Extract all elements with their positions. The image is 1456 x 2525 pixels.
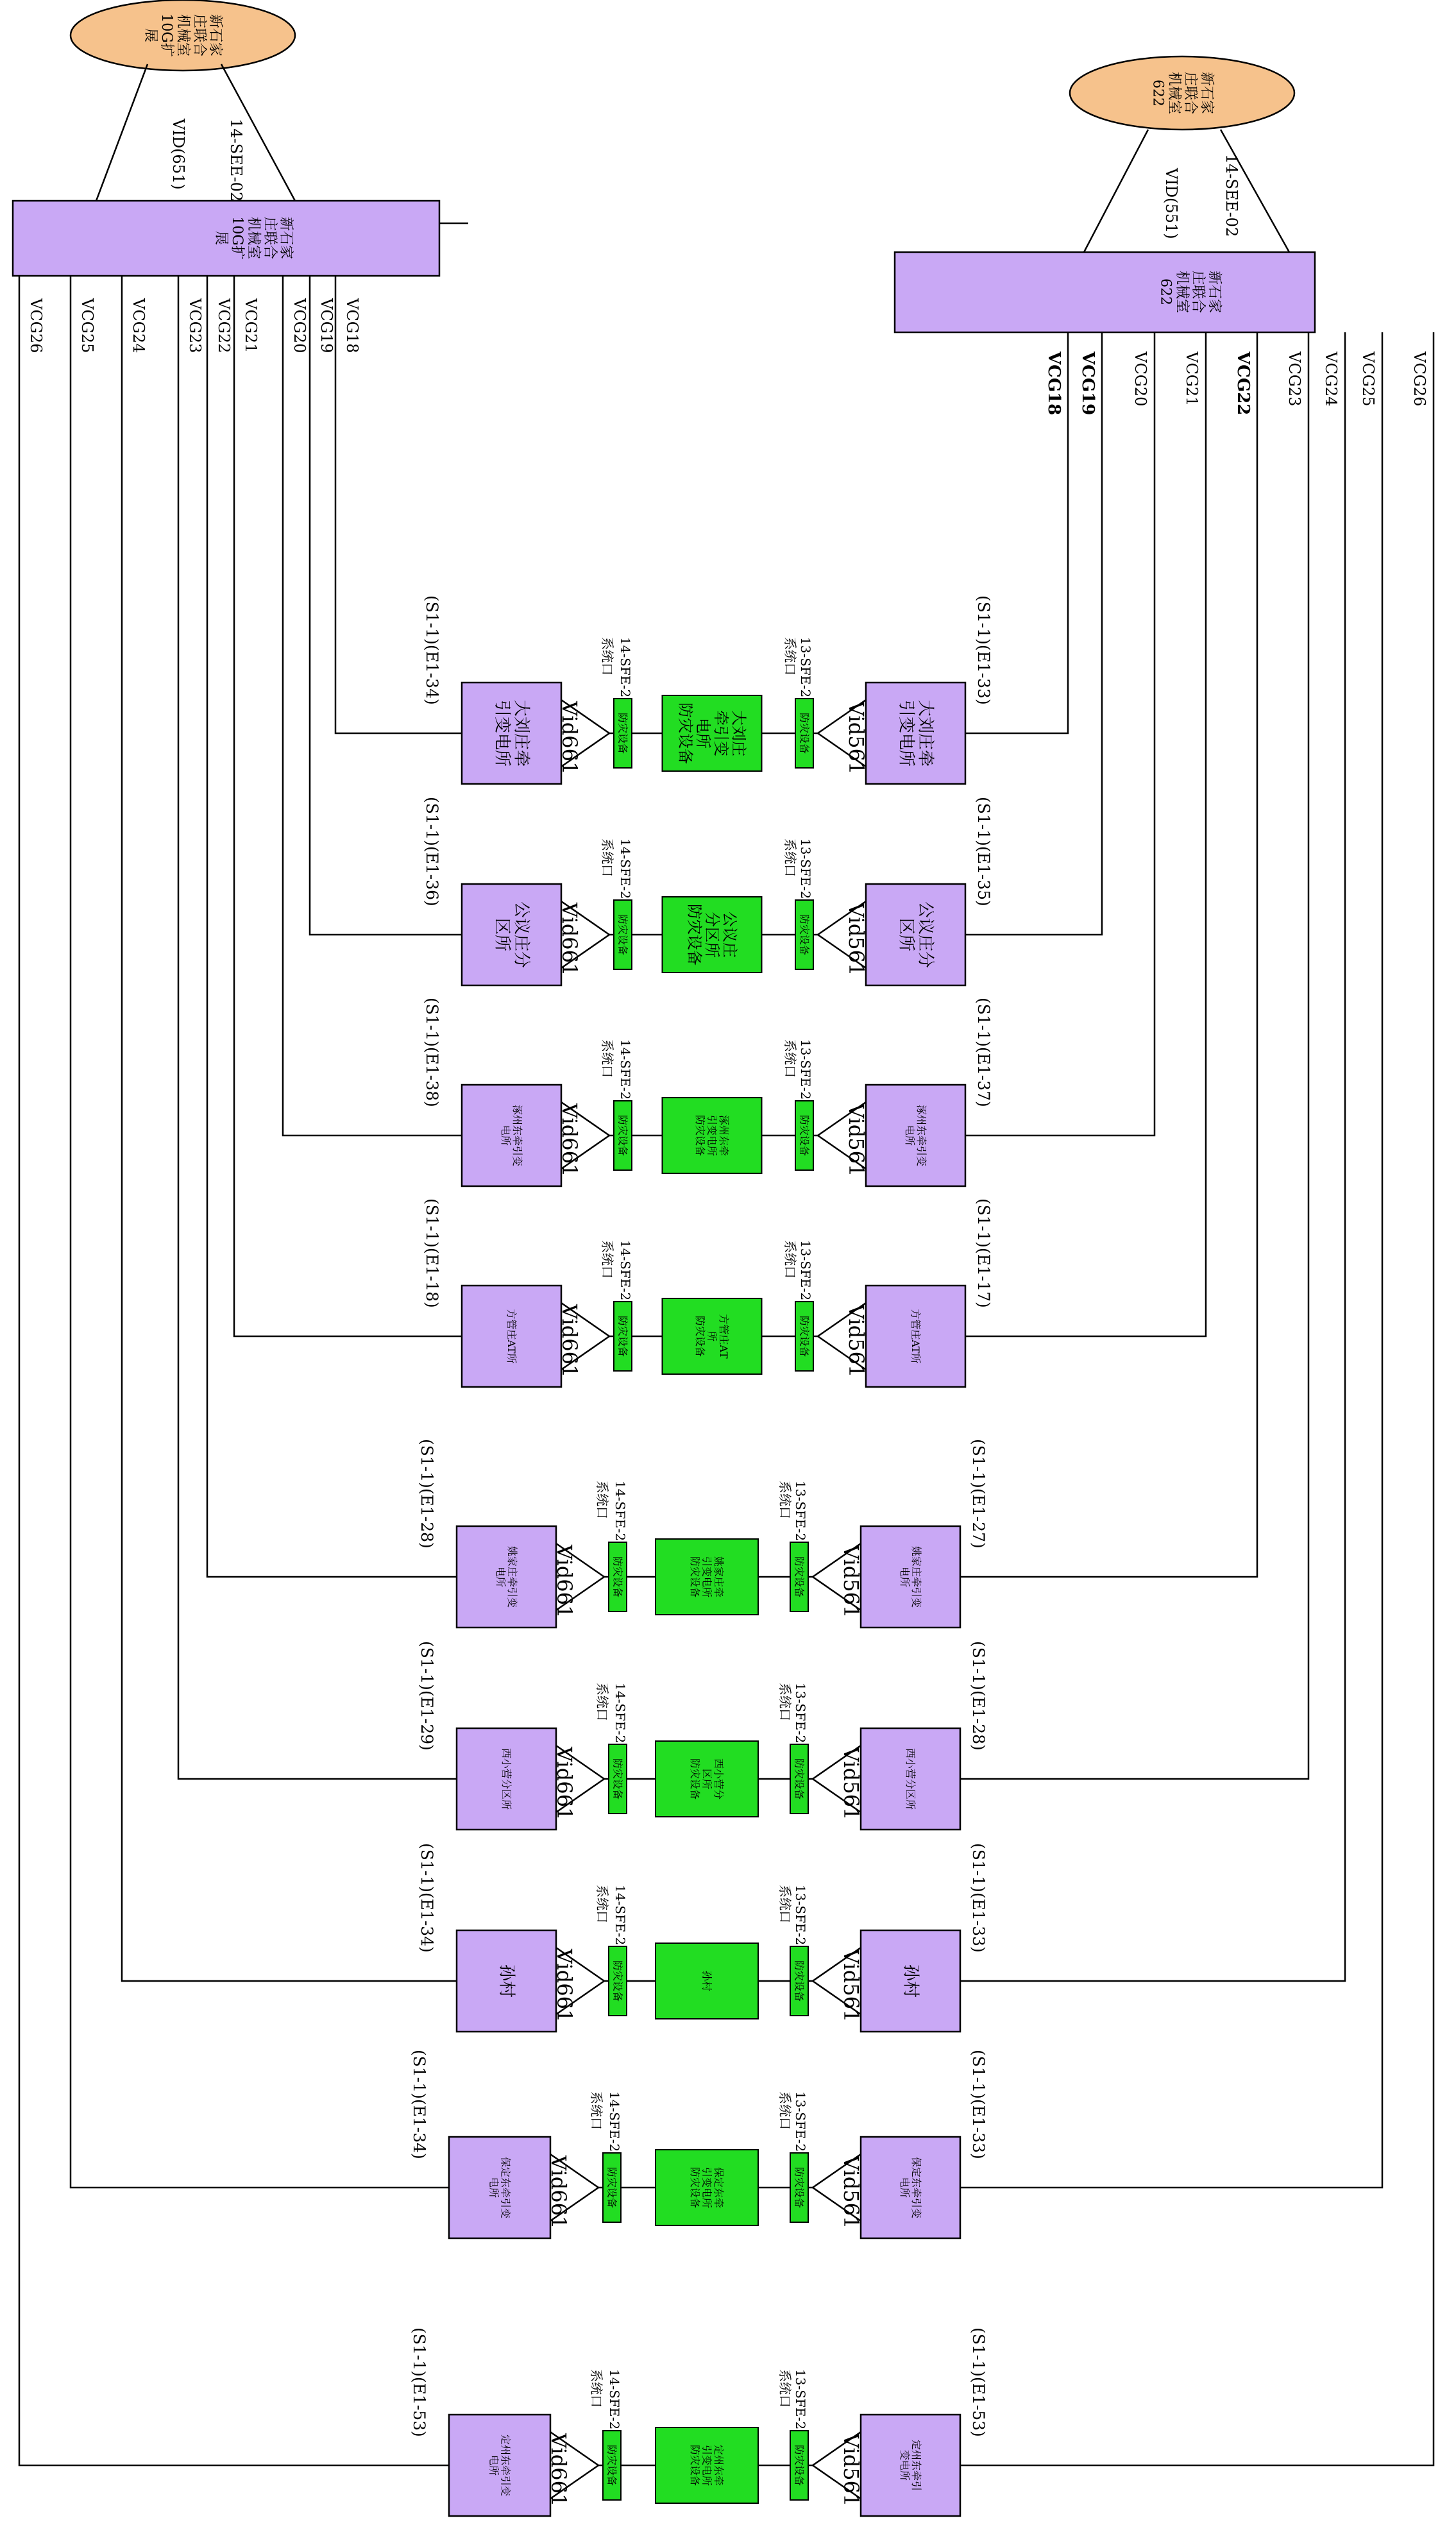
right-station-name-line: 保定东牵引变	[910, 2156, 923, 2219]
left-station-name-line: 方管庄AT所	[505, 1309, 518, 1364]
left-device-label	[606, 2167, 618, 2208]
right-station-name-line: 引变电所	[896, 699, 916, 767]
right-oval-label-line: 机械室	[1165, 71, 1182, 115]
left-vid-label: Vid661	[557, 903, 582, 976]
left-station-name-line: 电所	[499, 1125, 512, 1146]
right-station-name-line: 大刘庄牵	[915, 699, 935, 767]
left-port-label: (S1-1)(E1-34)	[410, 2050, 428, 2159]
right-device-label	[799, 1316, 811, 1357]
right-vid-label: Vid561	[839, 2433, 863, 2507]
right-oval-label-line: 庄联合	[1182, 71, 1199, 115]
left-link-b-label: 14-SEE-02	[227, 119, 245, 202]
center-device-label-line: 防灾设备	[689, 2444, 702, 2487]
left-vcg-label: VCG19	[317, 298, 335, 353]
right-vcg-trunk	[965, 332, 1206, 1336]
center-device-label-line: 定州东牵	[712, 2444, 725, 2487]
left-sys-port-label: 系统口	[600, 1039, 615, 1078]
right-station-name-line: 定州东牵引	[910, 2439, 923, 2492]
right-vcg-label: VCG22	[1233, 352, 1253, 416]
left-station-name-line: 电所	[487, 2177, 500, 2198]
right-oval-label-line: 622	[1149, 80, 1166, 106]
left-station-name-line: 西小营分区所	[500, 1747, 512, 1810]
left-station-name-line: 引变电所	[492, 699, 512, 767]
right-station-name-line: 姚家庄牵引变	[910, 1545, 923, 1608]
right-oval-label-line: 新石家	[1198, 71, 1215, 115]
center-device-label-line: 引变电所	[706, 1114, 718, 1157]
right-device-label	[799, 914, 811, 955]
center-device-label-line: 区所	[700, 1768, 713, 1790]
left-vcg-label: VCG21	[242, 298, 260, 353]
right-device-label	[799, 1115, 811, 1156]
right-sys-port-label: 系统口	[783, 1039, 798, 1078]
right-sys-port-label: 系统口	[783, 1240, 798, 1279]
right-sys-port-label: 系统口	[777, 2369, 793, 2408]
left-vcg-trunk	[122, 276, 457, 1981]
right-sfe-label: 13-SFE-2	[793, 1481, 808, 1542]
left-vid-label: Vid661	[557, 1103, 582, 1177]
right-vcg-label: VCG26	[1410, 352, 1428, 407]
right-port-label: (S1-1)(E1-33)	[969, 1843, 988, 1953]
left-device-label	[617, 1115, 629, 1156]
right-device-label	[793, 2445, 806, 2486]
right-sys-port-label: 系统口	[783, 637, 798, 676]
center-device-label	[689, 2167, 725, 2208]
center-device-label-line: 防灾设备	[676, 702, 695, 764]
center-device-label-line: 防灾设备	[694, 1114, 707, 1157]
right-station-name-line: 西小营分区所	[904, 1747, 917, 1810]
right-vcg-trunk	[960, 332, 1257, 1577]
right-device-label-line: 防灾设备	[798, 712, 811, 754]
center-device-label-line: 分区所	[703, 912, 721, 958]
right-sfe-label: 13-SFE-2	[793, 2369, 808, 2430]
center-device-label-line: 大刘庄	[729, 710, 748, 756]
right-device-label	[793, 1960, 806, 2002]
center-device-label	[694, 1115, 730, 1156]
left-sfe-label: 14-SFE-2	[618, 637, 633, 698]
center-device-label-line: 所	[706, 1331, 718, 1342]
left-device-label-line: 防灾设备	[616, 1114, 629, 1157]
right-station-name-line: 电所	[898, 1566, 911, 1588]
left-station-name-line: 保定东牵引变	[499, 2156, 512, 2219]
right-station-name	[910, 1309, 922, 1363]
left-device-label-line: 防灾设备	[605, 2444, 618, 2487]
right-sfe-label: 13-SFE-2	[793, 2091, 808, 2152]
left-device-label-line: 防灾设备	[605, 2166, 618, 2209]
left-device-label-line: 防灾设备	[611, 1960, 624, 2002]
right-device-label-line: 防灾设备	[793, 1758, 806, 1800]
left-station-name-line: 定州东牵引变	[499, 2434, 512, 2497]
right-device-label-line: 防灾设备	[793, 2166, 806, 2209]
right-device-label-line: 防灾设备	[793, 1556, 806, 1598]
left-vcg-trunk	[207, 276, 457, 1577]
left-station-name	[500, 1748, 512, 1810]
right-port-label: (S1-1)(E1-28)	[969, 1641, 988, 1751]
right-vcg-label: VCG21	[1183, 352, 1201, 407]
left-device-label-line: 防灾设备	[611, 1556, 624, 1598]
right-station-name-line: 孙村	[901, 1964, 920, 1998]
left-sfe-label: 14-SFE-2	[618, 1240, 633, 1301]
left-device-label	[617, 1316, 629, 1357]
left-sfe-label: 14-SFE-2	[613, 1481, 628, 1542]
center-device-label-line: 保定东牵	[712, 2166, 725, 2209]
right-sys-port-label: 系统口	[783, 838, 798, 877]
right-port-label: (S1-1)(E1-37)	[974, 998, 993, 1107]
left-device-label-line: 防灾设备	[616, 914, 629, 956]
left-oval-label-line: 机械室	[174, 13, 191, 57]
right-port-label: (S1-1)(E1-27)	[969, 1439, 988, 1549]
center-device-label-line: 西小营分	[712, 1758, 725, 1800]
right-vcg-trunk	[960, 332, 1382, 2188]
left-vcg-label: VCG20	[291, 298, 309, 353]
left-vcg-label: VCG22	[215, 298, 233, 353]
left-sfe-label: 14-SFE-2	[618, 1039, 633, 1100]
right-port-label: (S1-1)(E1-35)	[974, 797, 993, 906]
right-port-label: (S1-1)(E1-33)	[969, 2050, 988, 2159]
center-device-label-line: 牵引变	[711, 710, 730, 756]
left-oval-label-line: 10G扩	[158, 13, 175, 57]
left-oval-label-line: 展	[142, 28, 158, 43]
left-link-a	[96, 64, 148, 201]
left-sys-port-label: 系统口	[600, 1240, 615, 1279]
right-device-label-line: 防灾设备	[793, 1960, 806, 2002]
right-device-label	[793, 1556, 806, 1597]
left-port-label: (S1-1)(E1-53)	[410, 2327, 428, 2437]
center-device-label	[701, 1971, 713, 1991]
right-vcg-label: VCG24	[1322, 352, 1340, 407]
left-station-name	[505, 1309, 518, 1363]
right-sys-port-label: 系统口	[777, 1683, 793, 1721]
right-vcg-label: VCG19	[1078, 352, 1097, 416]
right-station-name-line: 方管庄AT所	[910, 1309, 922, 1364]
left-port-label: (S1-1)(E1-34)	[418, 1843, 436, 1953]
left-box-label-line: 庄联合	[261, 216, 278, 260]
left-device-label	[612, 1556, 624, 1597]
left-vcg-label: VCG23	[186, 298, 204, 353]
right-main-box	[895, 252, 1315, 332]
left-box-label-line: 展	[212, 230, 229, 246]
left-port-label: (S1-1)(E1-36)	[423, 797, 441, 906]
right-sys-port-label: 系统口	[777, 1885, 793, 1923]
right-station-name-line: 电所	[903, 1125, 916, 1146]
right-sfe-label: 13-SFE-2	[798, 838, 813, 899]
right-station-name	[901, 1964, 920, 1998]
right-device-label-line: 防灾设备	[798, 1315, 811, 1357]
left-station-name-line: 区所	[492, 917, 512, 952]
right-link-b-label: 14-SEE-02	[1223, 154, 1240, 237]
left-sys-port-label: 系统口	[595, 1683, 610, 1721]
left-station-name	[497, 1964, 516, 1998]
left-port-label: (S1-1)(E1-18)	[423, 1198, 441, 1308]
left-box-label-line: 10G扩	[229, 216, 246, 260]
center-device-label-line: 电所	[694, 718, 713, 749]
right-vcg-label: VCG23	[1285, 352, 1303, 407]
left-device-label-line: 防灾设备	[616, 712, 629, 754]
center-device-label-line: 引变电所	[700, 1556, 713, 1598]
right-link-a	[1084, 130, 1148, 252]
left-station-name-line: 涿州东牵引变	[511, 1104, 524, 1167]
center-device-label-line: 孙村	[700, 1970, 713, 1992]
right-station-name-line: 变电所	[898, 2449, 911, 2481]
center-device-label-line: 姚家庄牵	[712, 1556, 725, 1598]
left-sfe-label: 14-SFE-2	[618, 838, 633, 899]
center-device-label-line: 引变电所	[700, 2166, 713, 2209]
center-device-label	[689, 2445, 725, 2486]
right-station-name-line: 涿州东牵引变	[915, 1104, 928, 1167]
left-station-name-line: 电所	[494, 1566, 507, 1588]
right-sys-port-label: 系统口	[777, 2091, 793, 2130]
center-device-label-line: 引变电所	[700, 2444, 713, 2487]
left-sys-port-label: 系统口	[589, 2091, 604, 2130]
right-sfe-label: 13-SFE-2	[798, 1240, 813, 1301]
center-device-label-line: 公议庄	[720, 912, 739, 958]
right-station-name-line: 电所	[898, 2177, 911, 2198]
left-vid-label: Vid661	[546, 2155, 571, 2229]
left-device-label	[617, 914, 629, 955]
left-station-name-line: 姚家庄牵引变	[506, 1545, 519, 1608]
left-device-label	[612, 1758, 624, 1799]
left-sfe-label: 14-SFE-2	[607, 2369, 622, 2430]
center-device-label-line: 涿州东牵	[717, 1114, 730, 1157]
left-sfe-label: 14-SFE-2	[607, 2091, 622, 2152]
left-vcg-trunk	[178, 276, 457, 1779]
right-sfe-label: 13-SFE-2	[798, 1039, 813, 1100]
left-device-label-line: 防灾设备	[616, 1315, 629, 1357]
left-station-name-line: 公议庄分	[511, 901, 531, 969]
right-vcg-trunk	[960, 332, 1345, 1981]
right-vcg-trunk	[960, 332, 1308, 1779]
left-vid-label: Vid661	[552, 1545, 577, 1619]
right-port-label: (S1-1)(E1-17)	[974, 1198, 993, 1308]
right-sys-port-label: 系统口	[777, 1481, 793, 1519]
right-port-label: (S1-1)(E1-53)	[969, 2327, 988, 2437]
right-station-name-line: 公议庄分	[915, 901, 935, 969]
left-sys-port-label: 系统口	[595, 1481, 610, 1519]
right-vid-label: Vid561	[844, 1304, 868, 1378]
left-station-name-line: 电所	[487, 2454, 500, 2476]
right-link-a-label: VID(551)	[1162, 168, 1180, 239]
center-device-label-line: 方管庄AT	[717, 1314, 730, 1359]
left-port-label: (S1-1)(E1-29)	[418, 1641, 436, 1751]
left-station-name	[493, 700, 531, 767]
left-sys-port-label: 系统口	[595, 1885, 610, 1923]
right-vcg-trunk	[960, 332, 1434, 2465]
left-port-label: (S1-1)(E1-34)	[423, 595, 441, 705]
right-station-name	[897, 700, 935, 767]
left-sfe-label: 14-SFE-2	[613, 1885, 628, 1946]
center-device-label	[677, 702, 748, 764]
right-vcg-label: VCG25	[1359, 352, 1377, 407]
right-device-label	[793, 2167, 806, 2208]
right-vid-label: Vid561	[844, 903, 868, 976]
center-device-label-line: 防灾设备	[689, 1758, 702, 1800]
left-sfe-label: 14-SFE-2	[613, 1683, 628, 1744]
right-station-name-line: 区所	[896, 917, 916, 952]
right-vid-label: Vid561	[844, 701, 868, 775]
left-oval-label-line: 新石家	[207, 13, 224, 57]
left-vcg-trunk	[71, 276, 449, 2188]
right-device-label	[799, 713, 811, 754]
left-vid-label: Vid661	[557, 1304, 582, 1378]
right-vcg-label: VCG18	[1044, 352, 1063, 416]
left-vcg-label: VCG18	[343, 298, 361, 353]
left-device-label	[612, 1960, 624, 2002]
left-link-a-label: VID(651)	[169, 119, 187, 190]
left-box-label-line: 新石家	[278, 216, 294, 260]
left-port-label: (S1-1)(E1-28)	[418, 1439, 436, 1549]
left-vid-label: Vid661	[546, 2433, 571, 2507]
right-sfe-label: 13-SFE-2	[793, 1885, 808, 1946]
left-port-label: (S1-1)(E1-38)	[423, 998, 441, 1107]
left-sys-port-label: 系统口	[600, 637, 615, 676]
center-device-label	[685, 904, 738, 965]
right-device-label-line: 防灾设备	[798, 914, 811, 956]
left-device-label	[606, 2445, 618, 2486]
left-device-label-line: 防灾设备	[611, 1758, 624, 1800]
right-vcg-label: VCG20	[1131, 352, 1149, 407]
right-vid-label: Vid561	[839, 2155, 863, 2229]
right-vid-label: Vid561	[839, 1949, 863, 2023]
center-device-label-line: 防灾设备	[689, 2166, 702, 2209]
right-box-label-line: 622	[1157, 278, 1174, 305]
left-oval-label-line: 庄联合	[190, 13, 207, 57]
left-device-label	[617, 713, 629, 754]
right-device-label-line: 防灾设备	[798, 1114, 811, 1157]
left-vcg-label: VCG26	[27, 298, 45, 353]
center-device-label-line: 防灾设备	[685, 904, 704, 965]
right-sfe-label: 13-SFE-2	[793, 1683, 808, 1744]
right-vid-label: Vid561	[844, 1103, 868, 1177]
left-sys-port-label: 系统口	[600, 838, 615, 877]
left-vid-label: Vid661	[552, 1949, 577, 2023]
left-vid-label: Vid661	[552, 1747, 577, 1821]
right-station-name	[904, 1748, 917, 1810]
left-box-label-line: 机械室	[245, 216, 262, 260]
right-vid-label: Vid561	[839, 1747, 863, 1821]
left-station-name-line: 大刘庄牵	[511, 699, 531, 767]
right-port-label: (S1-1)(E1-33)	[974, 595, 993, 705]
right-vid-label: Vid561	[839, 1545, 863, 1619]
left-vcg-label: VCG24	[130, 298, 148, 353]
left-sys-port-label: 系统口	[589, 2369, 604, 2408]
left-station-name-line: 孙村	[496, 1964, 516, 1998]
right-box-label-line: 庄联合	[1190, 270, 1206, 314]
right-device-label	[793, 1758, 806, 1799]
left-vid-label: Vid661	[557, 701, 582, 775]
right-device-label-line: 防灾设备	[793, 2444, 806, 2487]
left-vcg-label: VCG25	[78, 298, 96, 353]
right-sfe-label: 13-SFE-2	[798, 637, 813, 698]
right-box-label-line: 机械室	[1173, 270, 1190, 314]
center-device-label-line: 防灾设备	[694, 1315, 707, 1357]
right-box-label-line: 新石家	[1206, 270, 1223, 314]
center-device-label-line: 防灾设备	[689, 1556, 702, 1598]
center-device-label	[689, 1556, 725, 1597]
